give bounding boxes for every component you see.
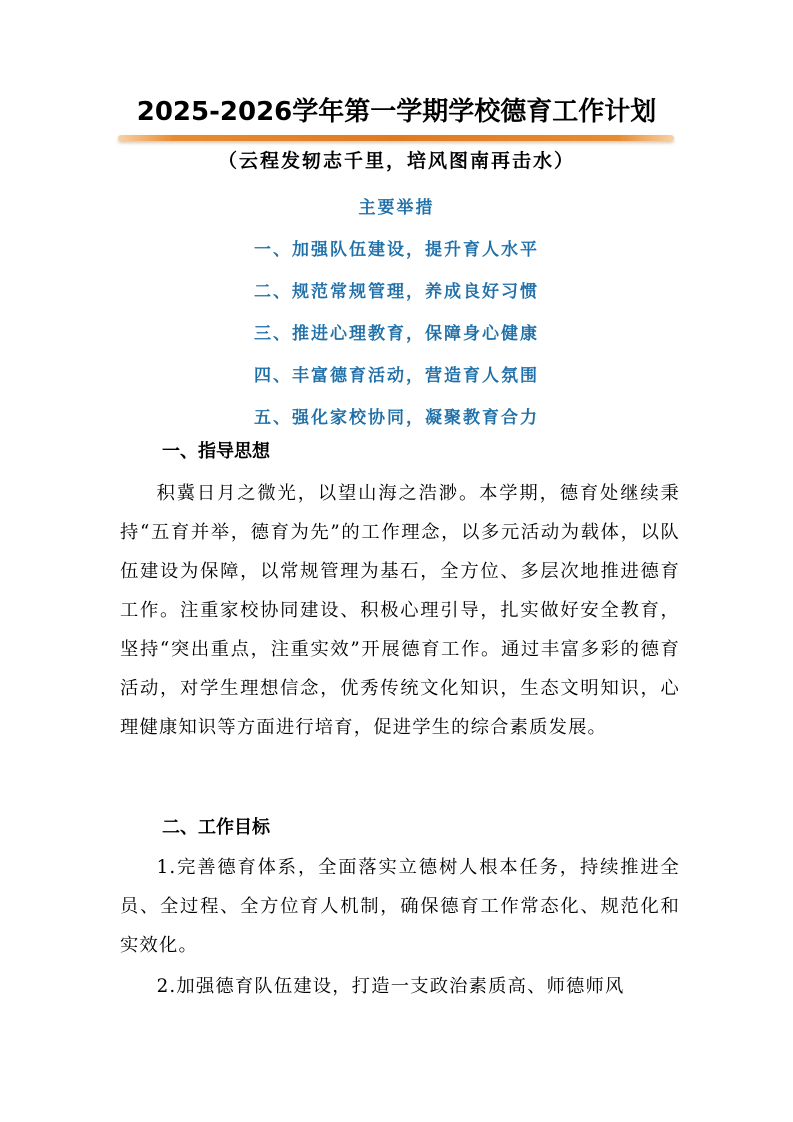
key-measure-item: 二、规范常规管理，养成良好习惯 [254, 282, 539, 302]
key-measure-item: 四、丰富德育活动，营造育人氛围 [254, 366, 539, 386]
title-underline [118, 135, 674, 141]
key-measure-item: 三、推进心理教育，保障身心健康 [254, 324, 539, 344]
section-heading-guiding-ideology: 一、指导思想 [162, 441, 270, 462]
key-measures-heading: 主要举措 [358, 198, 435, 218]
body-paragraph: 积冀日月之微光，以望山海之浩渺。本学期，德育处继续秉持“五育并举，德育为先”的工作理念，以多元活动为载体，以队伍建设为保障，以常规管理为基石，全方位、多层次地推进德育工作。注重家校协同建设、积极心理引导，扎实做好安全教育，坚持“突出重点，注重实效”开展德育工作。通过丰富多彩的德育活动，对学生理想信念，优秀传统文化知识，生态文明知识，心理健康知识等方面进行培育，促进学生的综合素质发展。 [120, 483, 680, 738]
key-measure-item: 五、强化家校协同，凝聚教育合力 [254, 408, 539, 428]
document-subtitle: （云程发轫志千里，培风图南再击水） [217, 150, 575, 172]
body-paragraph: 2.加强德育队伍建设，打造一支政治素质高、师德师风 [156, 976, 625, 997]
section-heading-work-goals: 二、工作目标 [162, 817, 270, 838]
key-measures-block [0, 193, 793, 433]
document-title: 2025-2026学年第一学期学校德育工作计划 [136, 97, 657, 127]
body-paragraph: 1.完善德育体系，全面落实立德树人根本任务，持续推进全员、全过程、全方位育人机制，确保德育工作常态化、规范化和实效化。 [120, 857, 680, 956]
key-measure-item: 一、加强队伍建设，提升育人水平 [254, 240, 539, 260]
